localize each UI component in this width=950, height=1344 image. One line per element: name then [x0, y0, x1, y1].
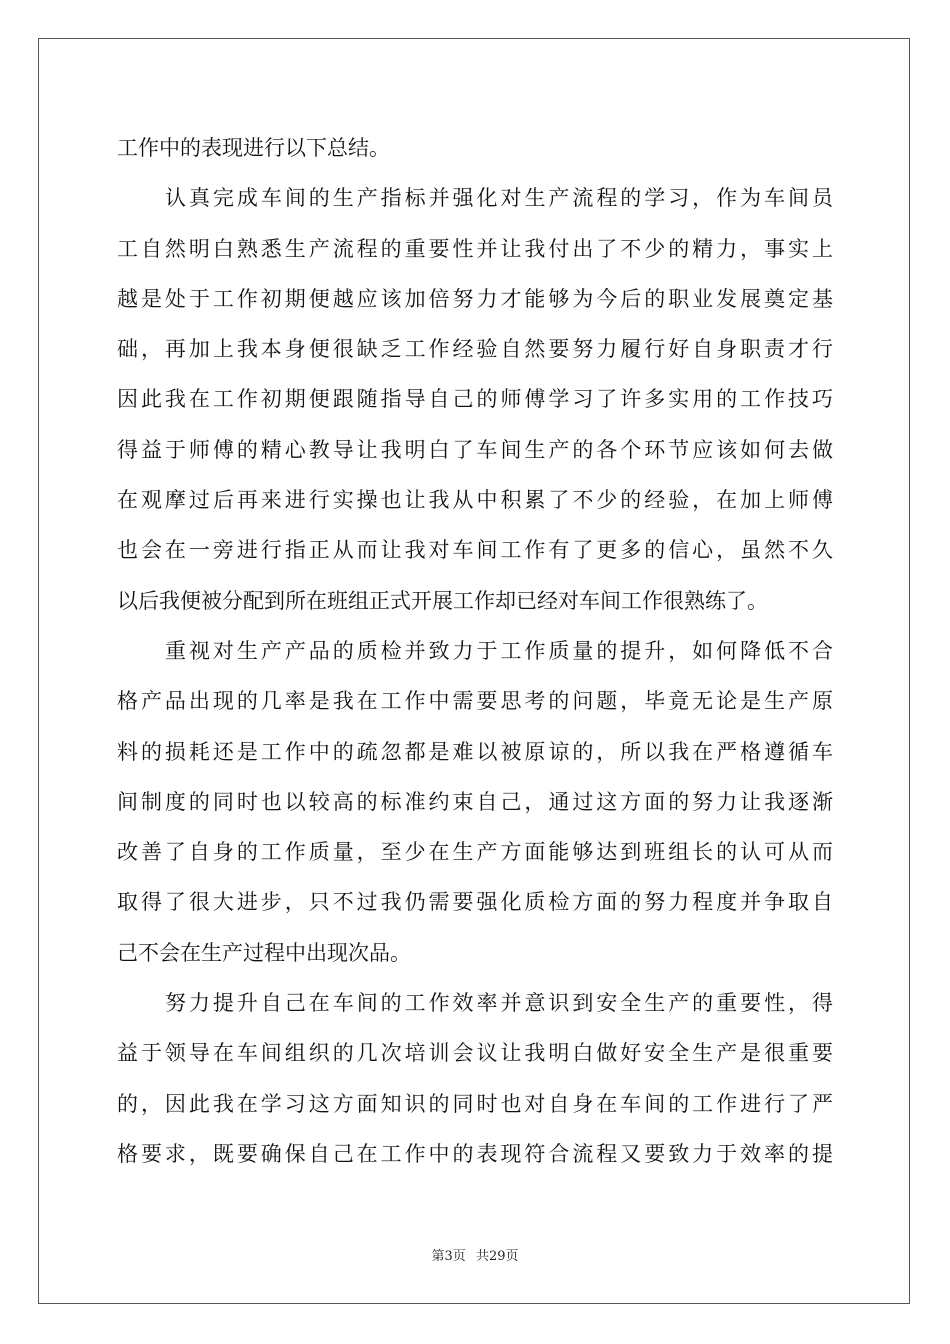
- text-line: 己不会在生产过程中出现次品。: [117, 940, 411, 965]
- text-line: 的，因此我在学习这方面知识的同时也对自身在车间的工作进行了严: [117, 1091, 833, 1116]
- text-line: 改善了自身的工作质量，至少在生产方面能够达到班组长的认可从而: [117, 840, 833, 865]
- text-line: 础，再加上我本身便很缺乏工作经验自然要努力履行好自身职责才行: [117, 337, 833, 362]
- text-line: 以后我便被分配到所在班组正式开展工作却已经对车间工作很熟练了。: [117, 588, 768, 613]
- text-line: 也会在一旁进行指正从而让我对车间工作有了更多的信心，虽然不久: [117, 538, 833, 563]
- text-line: 取得了很大进步，只不过我仍需要强化质检方面的努力程度并争取自: [117, 890, 833, 915]
- text-line: 格产品出现的几率是我在工作中需要思考的问题，毕竟无论是生产原: [117, 689, 833, 714]
- text-line: 因此我在工作初期便跟随指导自己的师傅学习了许多实用的工作技巧: [117, 387, 833, 412]
- text-line: 工作中的表现进行以下总结。: [117, 136, 390, 160]
- text-line: 格要求，既要确保自己在工作中的表现符合流程又要致力于效率的提: [117, 1141, 833, 1166]
- text-line: 越是处于工作初期便越应该加倍努力才能够为今后的职业发展奠定基: [117, 286, 833, 311]
- document-body: [117, 123, 833, 1179]
- text-line: 认真完成车间的生产指标并强化对生产流程的学习，作为车间员: [165, 186, 833, 211]
- page-number: 第3页: [431, 1249, 466, 1264]
- text-line: 重视对生产产品的质检并致力于工作质量的提升，如何降低不合: [165, 638, 833, 663]
- text-line: 工自然明白熟悉生产流程的重要性并让我付出了不少的精力，事实上: [117, 236, 833, 261]
- text-line: 料的损耗还是工作中的疏忽都是难以被原谅的，所以我在严格遵循车: [117, 739, 833, 764]
- text-line: 间制度的同时也以较高的标准约束自己，通过这方面的努力让我逐渐: [117, 789, 833, 814]
- total-pages: 共29页: [475, 1249, 519, 1264]
- page-footer: [0, 1245, 950, 1264]
- text-line: 得益于师傅的精心教导让我明白了车间生产的各个环节应该如何去做: [117, 437, 833, 462]
- text-line: 在观摩过后再来进行实操也让我从中积累了不少的经验，在加上师傅: [117, 488, 833, 513]
- text-line: 努力提升自己在车间的工作效率并意识到安全生产的重要性，得: [165, 991, 833, 1016]
- text-line: 益于领导在车间组织的几次培训会议让我明白做好安全生产是很重要: [117, 1041, 833, 1066]
